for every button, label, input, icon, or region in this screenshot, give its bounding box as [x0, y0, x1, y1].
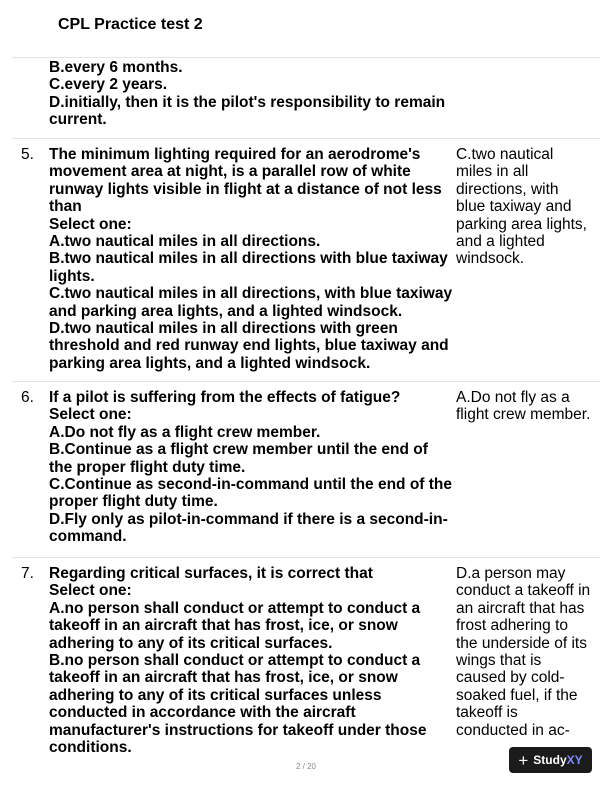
brand-xy: XY — [566, 753, 583, 767]
question-number: 5. — [21, 146, 34, 163]
page-title: CPL Practice test 2 — [58, 16, 203, 33]
divider — [12, 138, 600, 139]
select-one-label: Select one: — [49, 215, 132, 233]
option-d: D.initially, then it is the pilot's responsibility to remain current. — [49, 93, 446, 129]
question-text — [49, 565, 454, 756]
option-a: A.no person shall conduct or attempt to conduct a takeoff in an aircraft that has frost, ice, or snow adhering to any of its critical surfaces. — [49, 599, 421, 652]
question-stem: The minimum lighting required for an aerodrome's movement area at night, is a parallel row of white runway lights visible in flight at a distance of not less than — [49, 146, 442, 216]
divider — [12, 557, 600, 558]
option-a: A.two nautical miles in all directions. — [49, 233, 321, 251]
divider — [12, 57, 600, 58]
option-b: B.two nautical miles in all directions with blue taxiway lights. — [49, 250, 448, 285]
question-text — [49, 146, 454, 372]
question-number: 6. — [21, 389, 34, 406]
option-c: C.Continue as second-in-command until the end of the proper flight duty time. — [49, 476, 453, 511]
option-c: C.every 2 years. — [49, 76, 168, 94]
option-d: D.Fly only as pilot-in-command if there is a second-in-command. — [49, 510, 448, 546]
question-text — [49, 389, 454, 546]
select-one-label: Select one: — [49, 582, 132, 600]
page-number: 2 / 20 — [295, 762, 316, 771]
studyxy-badge[interactable] — [509, 747, 592, 773]
option-b: B.no person shall conduct or attempt to conduct a takeoff in an aircraft that has frost, ice, or snow adhering to any of its critical surfaces unless conducted in accordance with the aircraft manufacturer's instructions for takeoff under those conditions. — [49, 652, 427, 757]
answer: D.a person may conduct a takeoff in an aircraft that has frost adhering to the underside of its wings that is caused by cold-soaked fuel, if the takeoff is conducted in ac- — [456, 565, 591, 739]
question-stem: Regarding critical surfaces, it is correct that — [49, 565, 373, 582]
plus-icon: + — [518, 750, 529, 770]
option-b: B.every 6 months. — [49, 59, 183, 76]
question-stem: If a pilot is suffering from the effects of fatigue? — [49, 389, 401, 406]
answer: C.two nautical miles in all directions, with blue taxiway and parking area lights, and a lighted windsock. — [456, 146, 587, 268]
select-one-label: Select one: — [49, 406, 132, 424]
answer: A.Do not fly as a flight crew member. — [456, 389, 591, 424]
option-d: D.two nautical miles in all directions with green threshold and red runway end lights, blue taxiway and parking area lights, and a lighted windsock. — [49, 320, 449, 372]
divider — [12, 381, 600, 382]
continued-options — [49, 59, 454, 129]
brand-study: Study — [533, 753, 567, 767]
option-a: A.Do not fly as a flight crew member. — [49, 423, 321, 441]
option-c: C.two nautical miles in all directions, with blue taxiway and parking area lights, and a lighted windsock. — [49, 285, 453, 320]
option-b: B.Continue as a flight crew member until the end of the proper flight duty time. — [49, 441, 428, 476]
question-number: 7. — [21, 565, 34, 582]
